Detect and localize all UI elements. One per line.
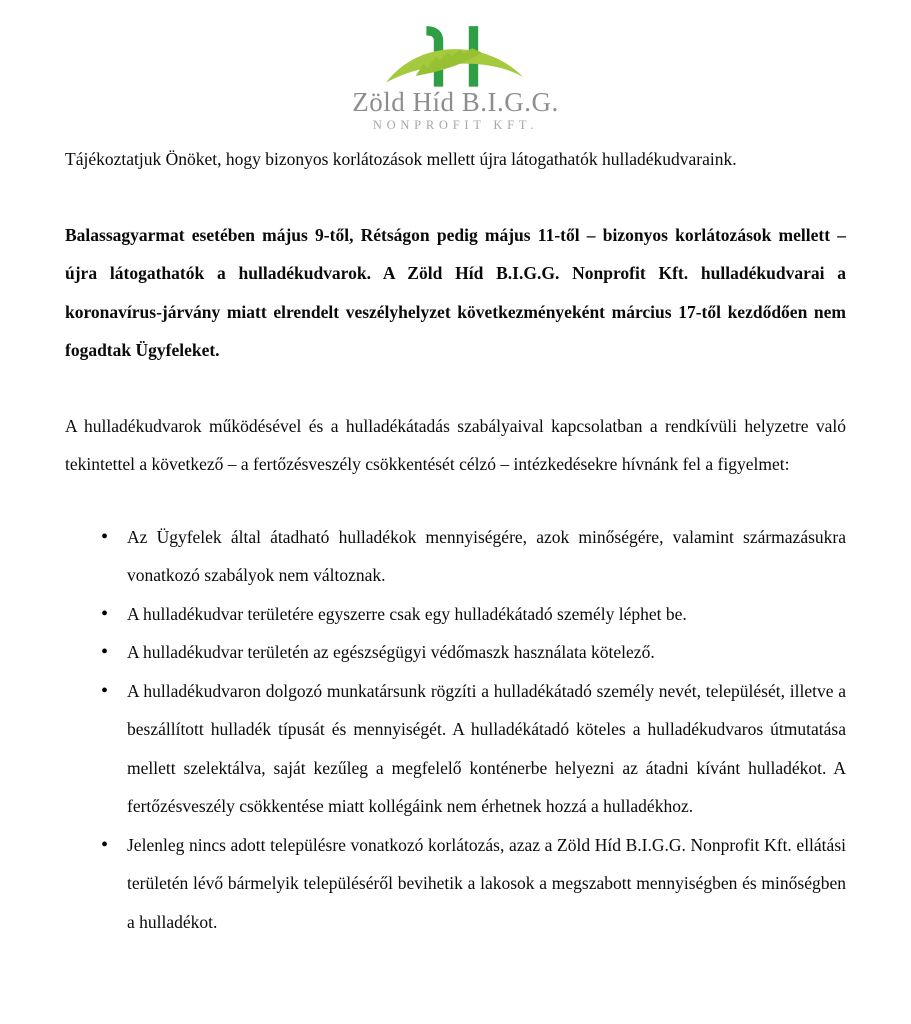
paragraph-rules-intro: A hulladékudvarok működésével és a hulladékátadás szabályaival kapcsolatban a rendkívüli helyzetre való tekintettel a következő – a fertőzésveszély csökkentését célzó – intézkedésekre hívnánk fel a figyelmet: <box>65 415 846 474</box>
paragraph-intro: Tájékoztatjuk Önöket, hogy bizonyos korlátozások mellett újra látogathatók hulladékudvaraink. <box>65 149 737 169</box>
list-item: • A hulladékudvaron dolgozó munkatársunk rögzíti a hulladékátadó személy nevét, települését, illetve a beszállított hulladék típusát és mennyiségét. A hulladékátadó köteles a hulladékudvaros útmutatása mellett szelektálva, saját kezűleg a megfelelő konténerbe helyezni az átadni kívánt hulladékot. A fertőzésveszély csökkentése miatt kollégáink nem érhetnek hozzá a hulladékhoz. <box>101 672 846 826</box>
list-item: • Az Ügyfelek által átadható hulladékok mennyiségére, azok minőségére, valamint származásukra vonatkozó szabályok nem változnak. <box>101 518 846 595</box>
list-item: • A hulladékudvar területén az egészségügyi védőmaszk használata kötelező. <box>101 633 846 672</box>
paragraph-bold-notice: Balassagyarmat esetében május 9-től, Rétságon pedig május 11-től – bizonyos korlátozások mellett – újra látogathatók a hulladékudvarok. A Zöld Híd B.I.G.G. Nonprofit Kft. hulladékudvarai a koronavírus-járvány miatt elrendelt veszélyhelyzet következményeként március 17-től kezdődően nem fogadtak Ügyfeleket. <box>65 224 846 360</box>
logo-brand-text: Zöld Híd B.I.G.G. <box>352 87 559 117</box>
green-h-leaf-icon <box>381 14 531 88</box>
company-logo <box>341 14 571 133</box>
list-item: • A hulladékudvar területére egyszerre csak egy hulladékátadó személy léphet be. <box>101 595 846 634</box>
logo-subtitle-text: NONPROFIT KFT. <box>372 118 539 133</box>
document-body <box>65 140 846 941</box>
list-item: • Jelenleg nincs adott településre vonatkozó korlátozás, azaz a Zöld Híd B.I.G.G. Nonprofit Kft. ellátási területén lévő bármelyik településéről bevihetik a lakosok a megszabott mennyiségben és minőségben a hulladékot. <box>101 826 846 942</box>
rules-bullet-list <box>101 518 846 942</box>
